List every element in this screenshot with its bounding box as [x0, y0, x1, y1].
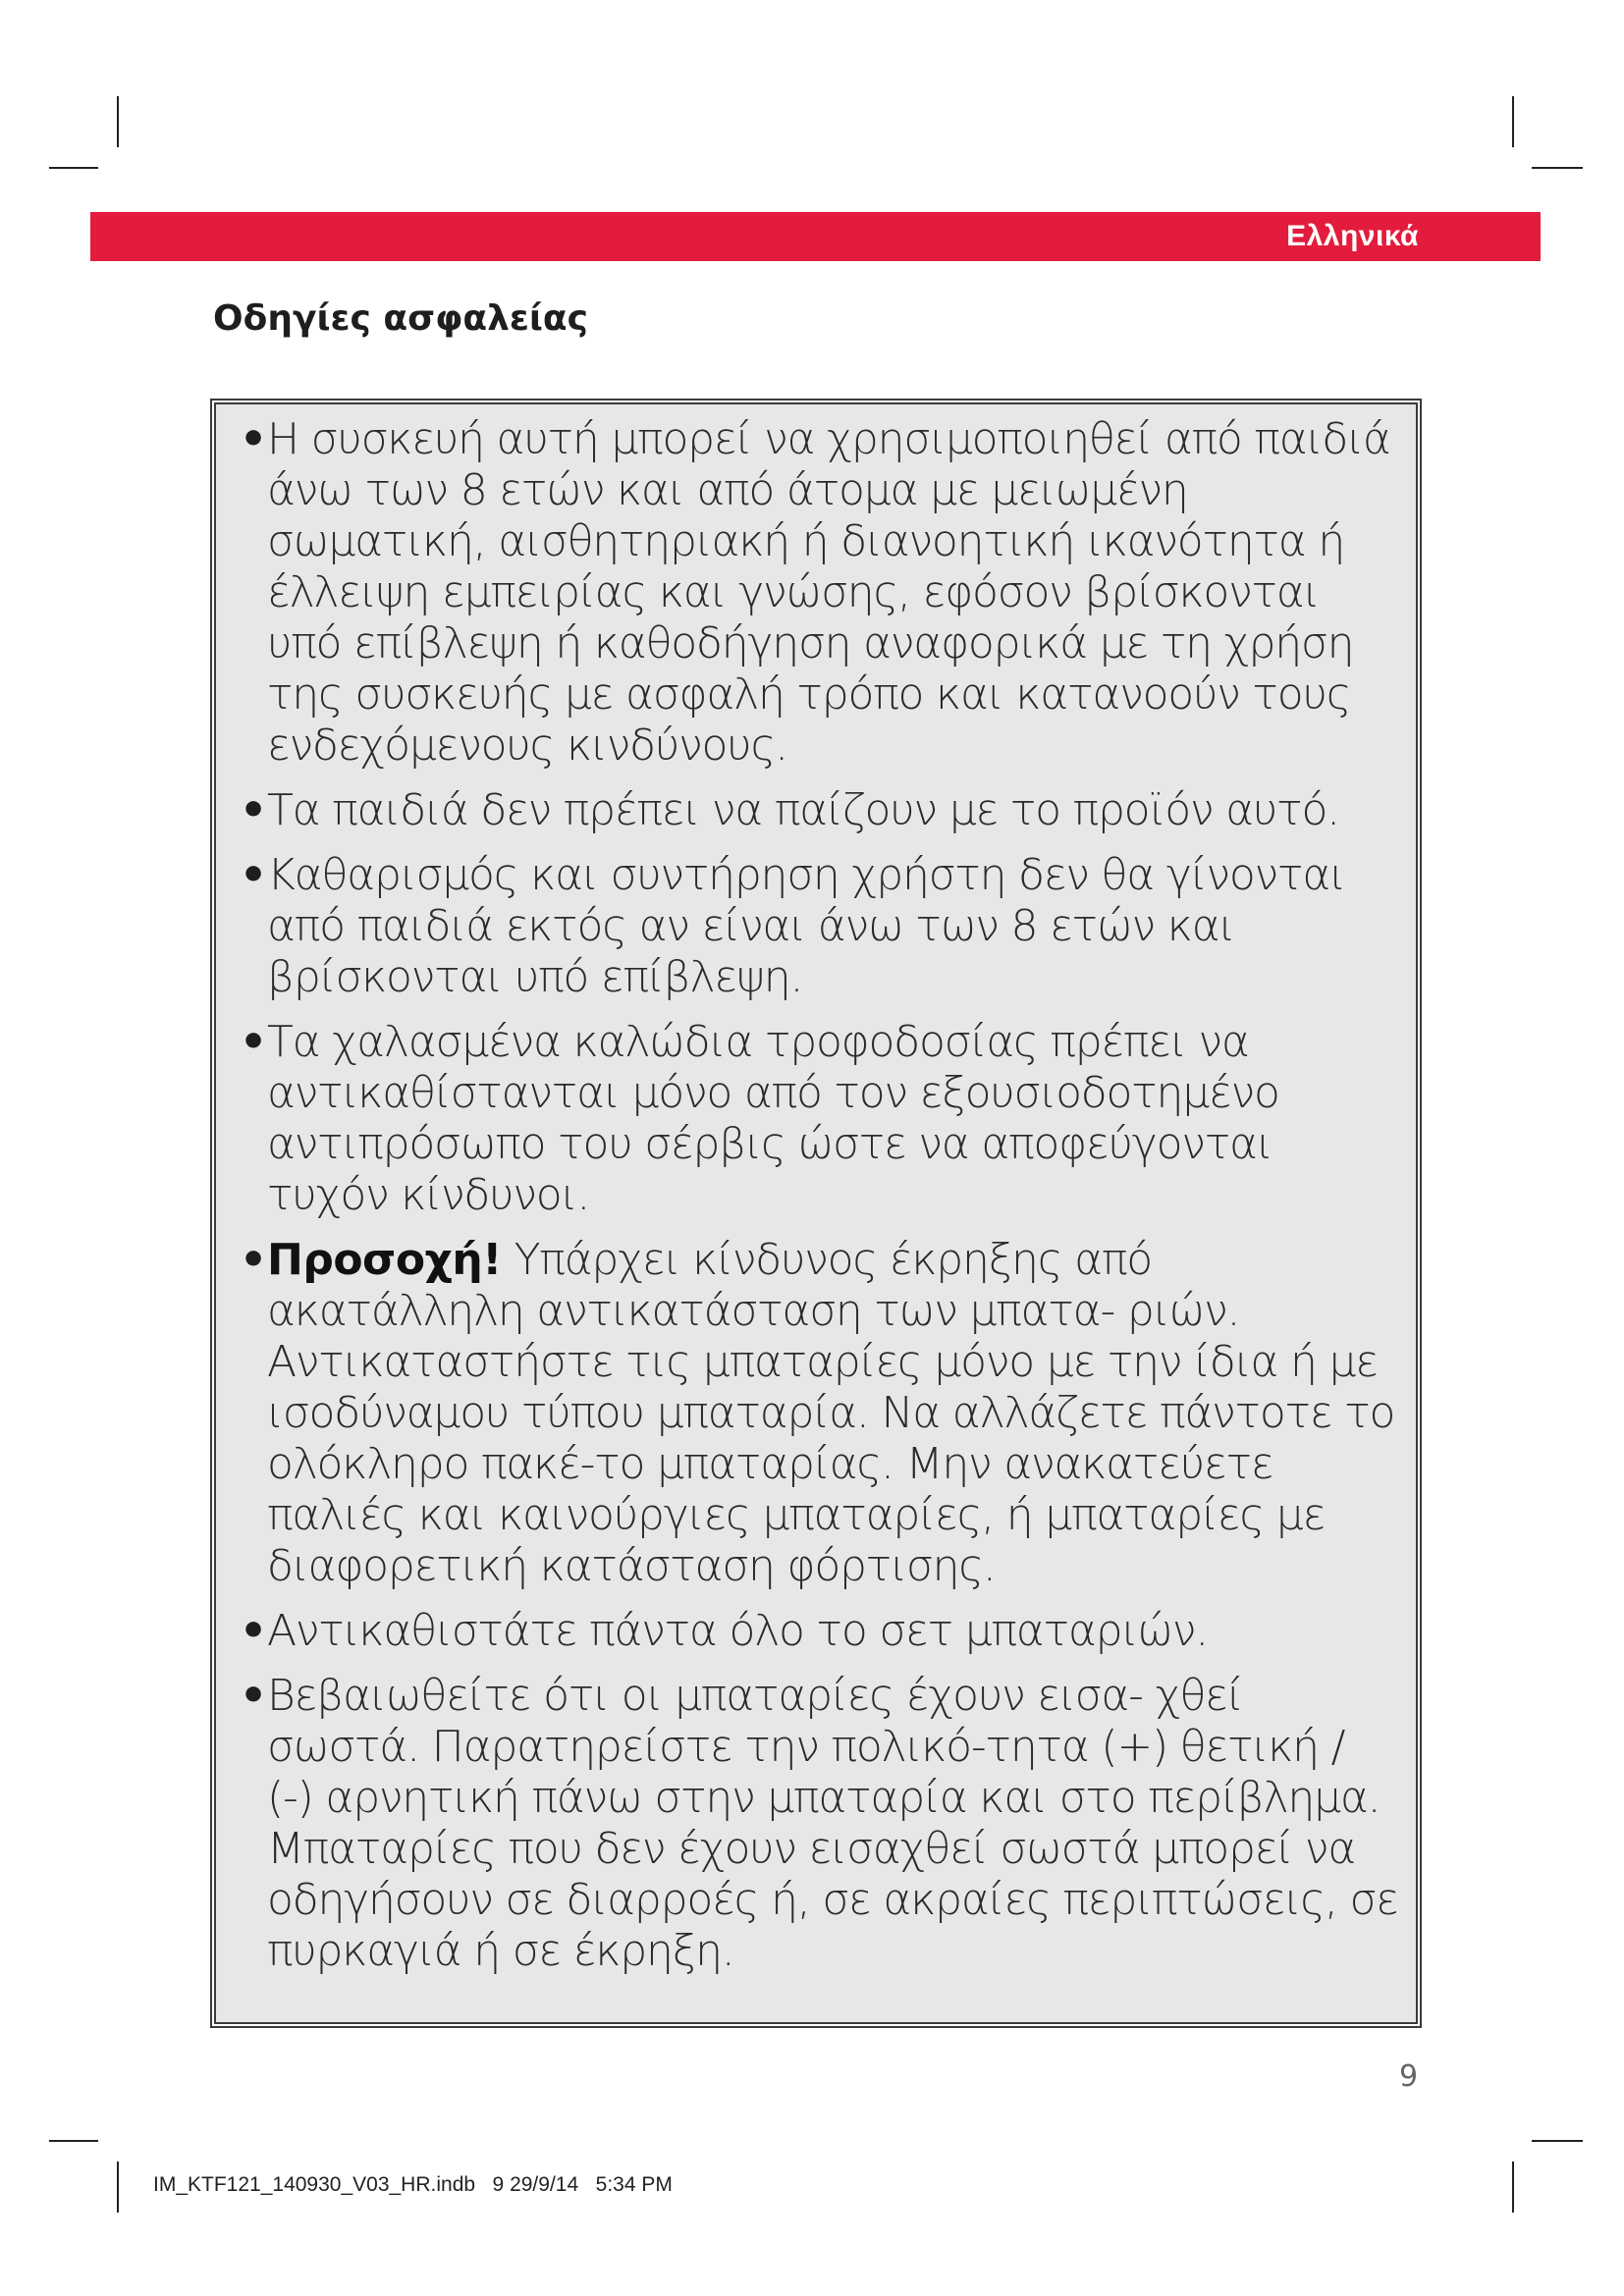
crop-mark-bottom-right-vertical	[1512, 2162, 1514, 2213]
language-header-bar	[90, 212, 1541, 261]
list-item	[240, 785, 1402, 836]
language-label: Ελληνικά	[1286, 220, 1419, 252]
list-item	[240, 1017, 1402, 1221]
crop-mark-bottom-left-horizontal	[49, 2140, 98, 2142]
list-item	[240, 1671, 1402, 1977]
list-item	[240, 1606, 1402, 1657]
bullet-icon: •	[240, 785, 266, 835]
crop-mark-top-left-horizontal	[49, 167, 98, 169]
list-item-text: Τα χαλασμένα καλώδια τροφοδοσίας πρέπει να αντικαθίστανται μόνο από τον εξουσιοδοτημένο αντιπρόσωπο του σέρβις ώστε να αποφεύγονται τυχόν κίνδυνοι.	[267, 1017, 1279, 1220]
crop-mark-top-right-horizontal	[1532, 167, 1583, 169]
list-item-text: Βεβαιωθείτε ότι οι μπαταρίες έχουν εισα- χθεί σωστά. Παρατηρείστε την πολικό-τητα (+) θετική / (-) αρνητική πάνω στην μπαταρία και στο περίβλημα. Μπαταρίες που δεν έχουν εισαχθεί σωστά μπορεί να οδηγήσουν σε διαρροές ή, σε ακραίες περιπτώσεις, σε πυρκαγιά ή σε έκρηξη.	[267, 1671, 1398, 1976]
crop-mark-bottom-right-horizontal	[1532, 2140, 1583, 2142]
crop-mark-top-left-vertical	[117, 96, 119, 147]
bullet-icon: •	[240, 1671, 266, 1721]
list-item	[240, 414, 1402, 772]
list-item-text: Καθαρισμός και συντήρηση χρήστη δεν θα γίνονται από παιδιά εκτός αν είναι άνω των 8 ετών και βρίσκονται υπό επίβλεψη.	[267, 850, 1345, 1002]
bullet-icon: •	[240, 1017, 266, 1067]
print-slug-line: IM_KTF121_140930_V03_HR.indb 9 29/9/14 5:34 PM	[153, 2173, 673, 2196]
crop-mark-bottom-left-vertical	[117, 2162, 119, 2213]
bullet-icon: •	[240, 1606, 266, 1656]
bullet-icon: •	[240, 414, 266, 464]
list-item-text: Η συσκευή αυτή μπορεί να χρησιμοποιηθεί από παιδιά άνω των 8 ετών και από άτομα με μειωμένη σωματική, αισθητηριακή ή διανοητική ικανότητα ή έλλειψη εμπειρίας και γνώσης, εφόσον βρίσκονται υπό επίβλεψη ή καθοδήγηση αναφορικά με τη χρήση της συσκευής με ασφαλή τρόπο και κατανοούν τους ενδεχόμενους κινδύνους.	[267, 414, 1390, 771]
warning-label: Προσοχή!	[267, 1235, 502, 1285]
safety-list	[216, 404, 1416, 1977]
list-item-warning	[240, 1235, 1402, 1592]
page-number: 9	[1399, 2059, 1419, 2094]
list-item-text: Αντικαθιστάτε πάντα όλο το σετ μπαταριών.	[267, 1606, 1209, 1656]
page-title: Οδηγίες ασφαλείας	[213, 298, 589, 339]
list-item-text: Υπάρχει κίνδυνος έκρηξης από ακατάλληλη αντικατάσταση των μπατα- ριών. Αντικαταστήστε τις μπαταρίες μόνο με την ίδια ή με ισοδύναμου τύπου μπαταρία. Να αλλάζετε πάντοτε το ολόκληρο πακέ-το μπαταρίας. Μην ανακατεύετε παλιές και καινούργιες μπαταρίες, ή μπαταρίες με διαφορετική κατάσταση φόρτισης.	[267, 1235, 1395, 1591]
bullet-icon: •	[240, 1235, 266, 1285]
list-item	[240, 850, 1402, 1003]
crop-mark-top-right-vertical	[1512, 96, 1514, 147]
bullet-icon: •	[240, 850, 266, 900]
safety-instructions-box	[214, 402, 1418, 2024]
list-item-text: Τα παιδιά δεν πρέπει να παίζουν με το προϊόν αυτό.	[267, 785, 1339, 835]
